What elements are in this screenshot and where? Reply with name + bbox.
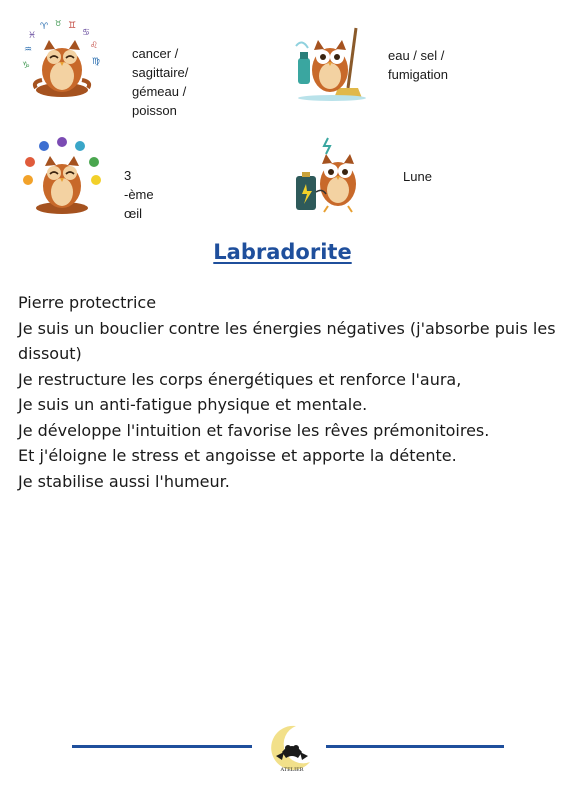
chakra-owl-icon — [22, 136, 102, 216]
svg-text:♌: ♌ — [90, 41, 99, 51]
owl-moon-logo — [266, 722, 318, 774]
description-line: Je suis un anti-fatigue physique et mentale. — [18, 395, 368, 414]
svg-text:♍: ♍ — [92, 57, 101, 67]
svg-text:♋: ♋ — [82, 28, 91, 38]
zodiac-owl-icon — [22, 20, 102, 100]
page-title: Labradorite — [213, 240, 352, 264]
svg-text:♊: ♊ — [68, 21, 77, 31]
battery-owl-icon — [292, 136, 372, 216]
logo-text: ATELIER — [280, 767, 304, 773]
svg-text:♈: ♈ — [40, 22, 49, 32]
description-line: Je restructure les corps énergétiques et renforce l'aura, — [18, 369, 462, 389]
svg-text:♑: ♑ — [22, 61, 31, 71]
footer-rule-right — [326, 745, 504, 748]
cleaning-owl-icon — [292, 22, 372, 102]
description-line: Pierre protectrice — [18, 293, 157, 312]
description-line: Et j'éloigne le stress et angoisse et apporte la détente. — [18, 446, 457, 465]
description-text — [18, 290, 558, 494]
svg-text:♓: ♓ — [28, 31, 37, 41]
description-line: Je développe l'intuition et favorise les rêves prémonitoires. — [18, 420, 490, 440]
svg-text:♒: ♒ — [24, 45, 33, 55]
card-label: Lune — [403, 169, 432, 184]
description-line: Je suis un bouclier contre les énergies négatives (j'absorbe puis les dissout) — [18, 318, 556, 363]
card-label: cancer / sagittaire/ gémeau / poisson — [132, 46, 189, 118]
description-line: Je stabilise aussi l'humeur. — [18, 471, 230, 491]
card-label: eau / sel / fumigation — [388, 48, 448, 82]
card-label: 3 -ème œil — [124, 168, 154, 221]
svg-text:♉: ♉ — [54, 20, 63, 29]
footer-rule-left — [72, 745, 252, 748]
